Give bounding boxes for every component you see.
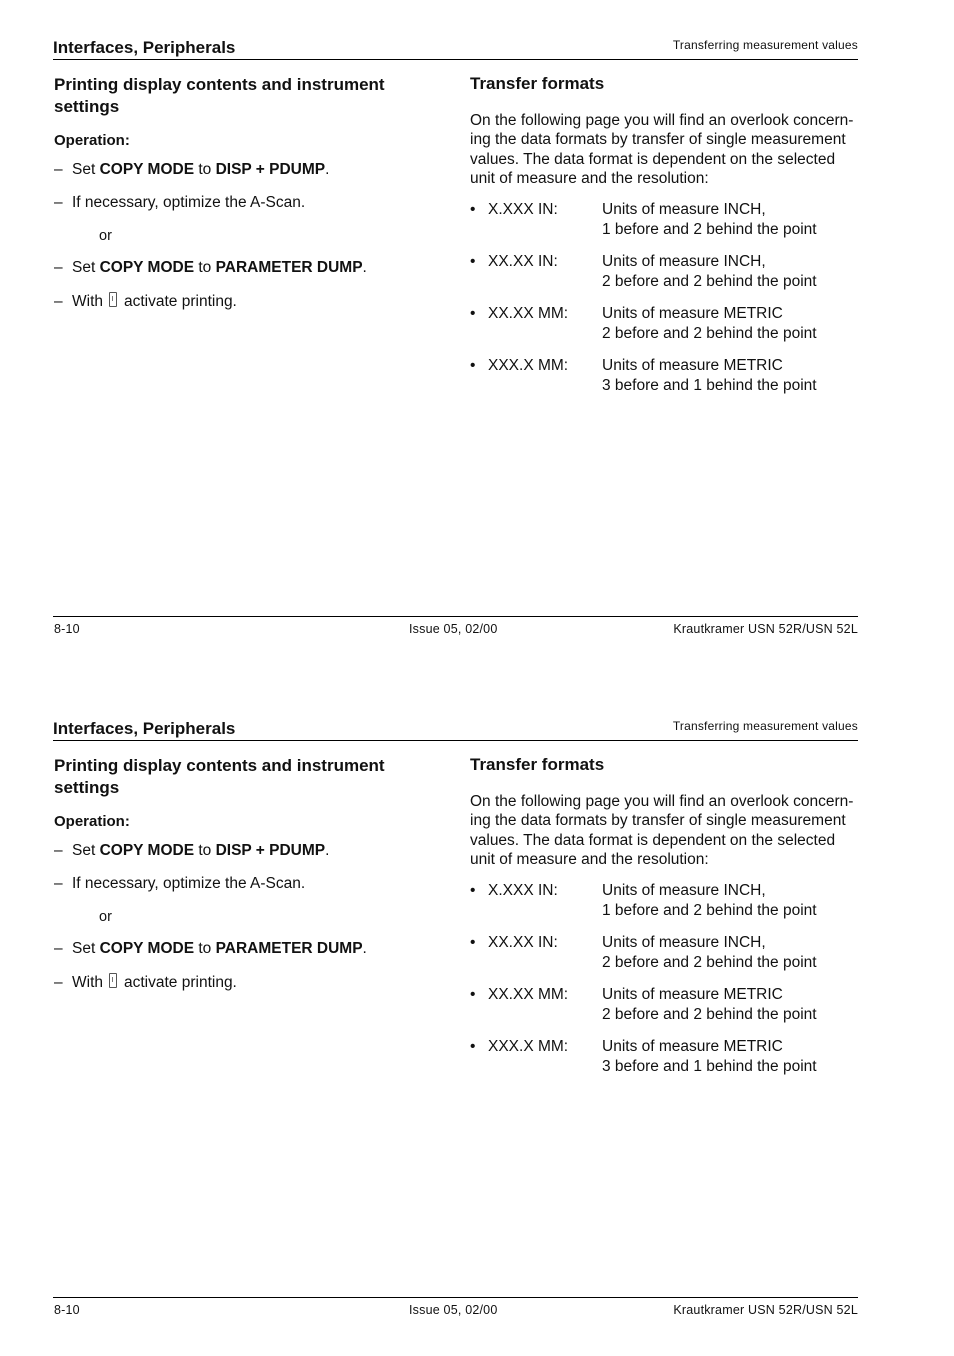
desc-line: Units of measure METRIC (602, 305, 783, 322)
transfer-formats-title: Transfer formats (470, 755, 605, 774)
issue-info: Issue 05, 02/00 (409, 1303, 498, 1317)
step-text: With (72, 974, 103, 991)
intro-line: ing the data formats by transfer of single measurement (470, 131, 846, 149)
right-column (470, 755, 860, 1075)
format-code: X.XXX IN: (488, 882, 558, 899)
intro-line: values. The data format is dependent on the selected (470, 831, 836, 849)
or-separator: or (99, 228, 112, 244)
param-name: COPY MODE (99, 161, 195, 178)
desc-line: 3 before and 1 behind the point (602, 1058, 817, 1075)
format-code: XX.XX IN: (488, 934, 558, 951)
intro-paragraph (470, 792, 860, 869)
print-key-icon (109, 292, 117, 307)
intro-paragraph (470, 111, 860, 188)
step-text: Set (72, 259, 100, 276)
product-name: Krautkramer USN 52R/USN 52L (673, 1303, 858, 1317)
format-code: XX.XX MM: (488, 305, 569, 322)
format-description (602, 985, 817, 1025)
product-name: Krautkramer USN 52R/USN 52L (673, 622, 858, 636)
format-code: XX.XX IN: (488, 253, 558, 270)
intro-line: unit of measure and the resolution: (470, 169, 709, 187)
dash: – (54, 875, 63, 892)
step-activate-printing (54, 973, 237, 992)
step-text: Set (72, 940, 100, 957)
param-value: PARAMETER DUMP (215, 259, 363, 276)
bullet-icon: • (470, 357, 476, 374)
desc-line: 1 before and 2 behind the point (602, 902, 817, 919)
left-column (54, 74, 434, 310)
param-name: COPY MODE (99, 259, 195, 276)
bullet-icon: • (470, 253, 476, 270)
step-text: . (325, 842, 330, 859)
format-code: XX.XX MM: (488, 986, 569, 1003)
step-text: . (325, 161, 330, 178)
format-description (602, 1037, 817, 1077)
dash: – (54, 842, 63, 859)
issue-info: Issue 05, 02/00 (409, 622, 498, 636)
manual-page-1 (0, 0, 954, 675)
section-title: Printing display contents and instrument settings (54, 75, 385, 116)
format-description (602, 252, 817, 292)
step-text: Set (72, 161, 100, 178)
desc-line: Units of measure METRIC (602, 1038, 783, 1055)
desc-line: Units of measure INCH, (602, 882, 766, 899)
step-text: to (194, 259, 216, 276)
param-value: DISP + PDUMP (215, 842, 326, 859)
param-value: DISP + PDUMP (215, 161, 326, 178)
param-name: COPY MODE (99, 940, 195, 957)
desc-line: Units of measure INCH, (602, 934, 766, 951)
step-text: activate printing. (124, 974, 237, 991)
page-number: 8-10 (54, 622, 80, 636)
step-activate-printing (54, 292, 237, 311)
print-key-icon (109, 973, 117, 988)
page-number: 8-10 (54, 1303, 80, 1317)
header-rule (53, 740, 858, 741)
bullet-icon: • (470, 305, 476, 322)
desc-line: 1 before and 2 behind the point (602, 221, 817, 238)
format-description (602, 881, 817, 921)
desc-line: Units of measure INCH, (602, 253, 766, 270)
step-text: activate printing. (124, 293, 237, 310)
section-running-head: Transferring measurement values (672, 719, 858, 733)
footer-rule (53, 1297, 858, 1298)
intro-line: unit of measure and the resolution: (470, 850, 709, 868)
desc-line: Units of measure INCH, (602, 201, 766, 218)
format-code: XXX.X MM: (488, 357, 569, 374)
step-text: to (194, 161, 216, 178)
header-rule (53, 59, 858, 60)
dash: – (54, 161, 63, 178)
step-optimize-ascan (54, 194, 305, 212)
bullet-icon: • (470, 201, 476, 218)
transfer-formats-title: Transfer formats (470, 74, 605, 93)
step-set-disp-pdump (54, 842, 329, 860)
section-running-head: Transferring measurement values (672, 38, 858, 52)
step-optimize-ascan (54, 875, 305, 893)
format-description (602, 200, 817, 240)
right-column (470, 74, 860, 394)
format-code: X.XXX IN: (488, 201, 558, 218)
intro-line: values. The data format is dependent on the selected (470, 150, 836, 168)
step-text: If necessary, optimize the A-Scan. (72, 875, 306, 892)
bullet-icon: • (470, 986, 476, 1003)
chapter-title: Interfaces, Peripherals (53, 38, 236, 57)
operation-label: Operation: (54, 813, 130, 830)
format-description (602, 933, 817, 973)
step-text: With (72, 293, 103, 310)
desc-line: 2 before and 2 behind the point (602, 1006, 817, 1023)
step-text: Set (72, 842, 100, 859)
intro-line: On the following page you will find an overlook concern- (470, 112, 854, 129)
dash: – (54, 940, 63, 957)
dash: – (54, 974, 63, 991)
bullet-icon: • (470, 882, 476, 899)
intro-line: ing the data formats by transfer of single measurement (470, 812, 846, 830)
param-name: COPY MODE (99, 842, 195, 859)
footer-rule (53, 616, 858, 617)
step-text: If necessary, optimize the A-Scan. (72, 194, 306, 211)
section-title: Printing display contents and instrument settings (54, 756, 385, 797)
desc-line: 2 before and 2 behind the point (602, 325, 817, 342)
operation-label: Operation: (54, 132, 130, 149)
desc-line: 3 before and 1 behind the point (602, 377, 817, 394)
dash: – (54, 259, 63, 276)
desc-line: Units of measure METRIC (602, 357, 783, 374)
desc-line: 2 before and 2 behind the point (602, 273, 817, 290)
left-column (54, 755, 434, 991)
step-set-disp-pdump (54, 161, 329, 179)
dash: – (54, 194, 63, 211)
bullet-icon: • (470, 934, 476, 951)
step-set-parameter-dump (54, 940, 367, 958)
step-set-parameter-dump (54, 259, 367, 277)
step-text: . (362, 259, 367, 276)
step-text: to (194, 940, 216, 957)
step-text: to (194, 842, 216, 859)
step-text: . (362, 940, 367, 957)
manual-page-2 (0, 681, 954, 1356)
chapter-title: Interfaces, Peripherals (53, 719, 236, 738)
desc-line: 2 before and 2 behind the point (602, 954, 817, 971)
format-code: XXX.X MM: (488, 1038, 569, 1055)
bullet-icon: • (470, 1038, 476, 1055)
or-separator: or (99, 909, 112, 925)
dash: – (54, 293, 63, 310)
param-value: PARAMETER DUMP (215, 940, 363, 957)
format-description (602, 304, 817, 344)
format-description (602, 356, 817, 396)
desc-line: Units of measure METRIC (602, 986, 783, 1003)
intro-line: On the following page you will find an overlook concern- (470, 793, 854, 810)
